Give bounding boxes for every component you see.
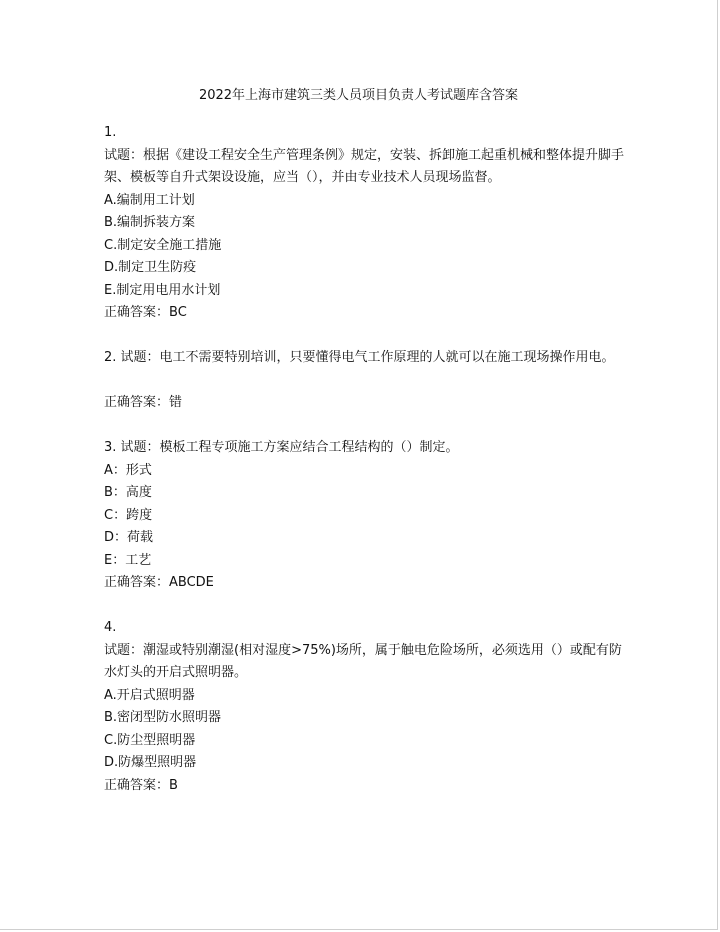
option-a: A.开启式照明器 bbox=[104, 687, 195, 703]
option-e: E.制定用电用水计划 bbox=[104, 282, 221, 298]
question-text: 试题：潮湿或特别潮湿(相对湿度>75%)场所，属于触电危险场所，必须选用（）或配有防水灯头的开启式照明器。 bbox=[104, 642, 622, 680]
option-c: C：跨度 bbox=[104, 507, 153, 523]
spacer bbox=[104, 595, 624, 618]
question-block-3 bbox=[104, 437, 624, 595]
answer: 正确答案：BC bbox=[104, 305, 187, 320]
option-d: D：荷载 bbox=[104, 530, 154, 545]
option-d: D.防爆型照明器 bbox=[104, 755, 197, 770]
document-title: 2022年上海市建筑三类人员项目负责人考试题库含答案 bbox=[198, 88, 519, 103]
question-block-4 bbox=[104, 617, 624, 797]
question-text: 3. 试题：模板工程专项施工方案应结合工程结构的（）制定。 bbox=[104, 440, 459, 455]
question-text: 2. 试题：电工不需要特别培训，只要懂得电气工作原理的人就可以在施工现场操作用电。 bbox=[104, 350, 615, 365]
question-text: 试题：根据《建设工程安全生产管理条例》规定，安装、拆卸施工起重机械和整体提升脚手架、模板等自升式架设设施，应当（），并由专业技术人员现场监督。 bbox=[104, 147, 625, 185]
spacer bbox=[104, 370, 624, 393]
question-number: 4. bbox=[104, 620, 117, 635]
spacer bbox=[104, 415, 624, 438]
option-b: B.编制拆装方案 bbox=[104, 215, 196, 230]
document-body bbox=[104, 122, 624, 797]
answer: 正确答案：ABCDE bbox=[104, 575, 214, 590]
option-c: C.防尘型照明器 bbox=[104, 732, 196, 748]
spacer bbox=[104, 325, 624, 348]
answer: 正确答案：错 bbox=[104, 395, 183, 410]
option-b: B：高度 bbox=[104, 485, 152, 500]
answer: 正确答案：B bbox=[104, 777, 178, 793]
question-block-1 bbox=[104, 122, 624, 325]
question-block-2 bbox=[104, 347, 624, 415]
option-e: E：工艺 bbox=[104, 552, 152, 568]
option-a: A：形式 bbox=[104, 462, 152, 478]
question-number: 1. bbox=[104, 125, 117, 140]
option-a: A.编制用工计划 bbox=[104, 192, 195, 208]
option-c: C.制定安全施工措施 bbox=[104, 237, 222, 253]
option-d: D.制定卫生防疫 bbox=[104, 260, 197, 275]
option-b: B.密闭型防水照明器 bbox=[104, 710, 222, 725]
